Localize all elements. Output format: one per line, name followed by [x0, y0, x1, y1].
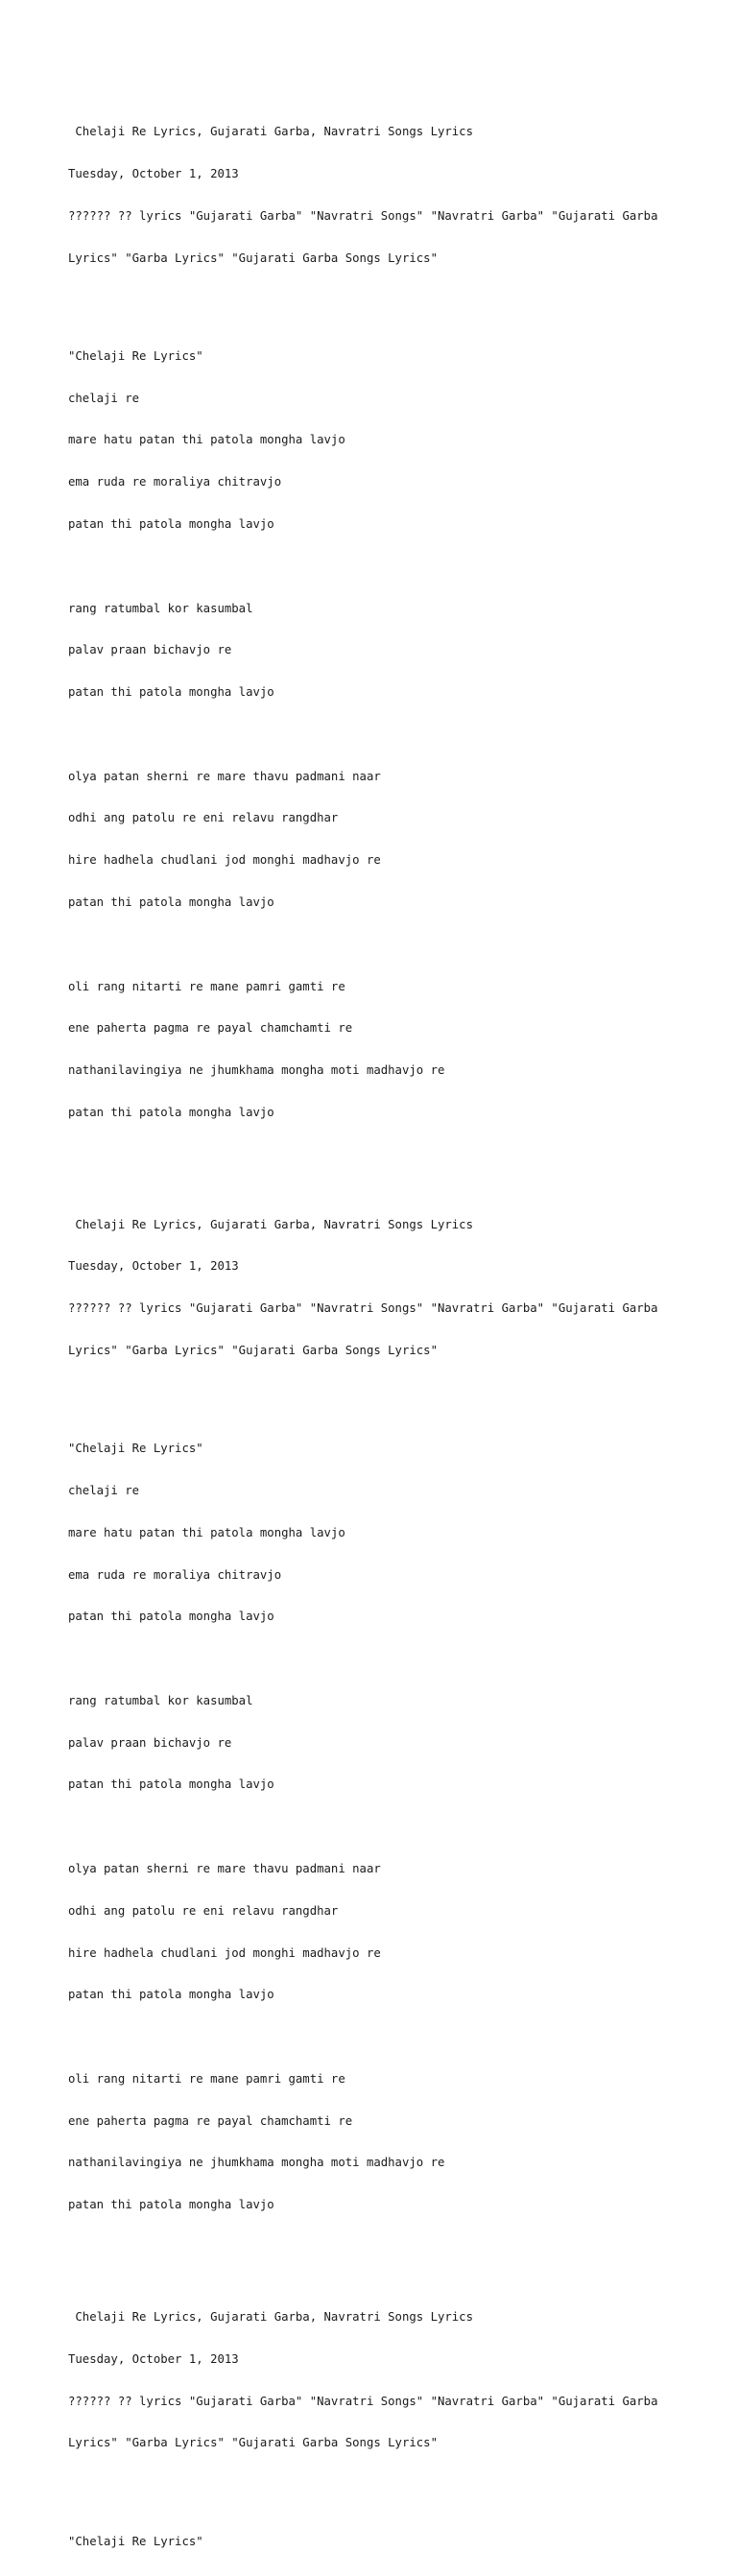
lyric-line: palav praan bichavjo re	[68, 1735, 232, 1750]
lyric-line: ema ruda re moraliya chitravjo	[68, 475, 282, 489]
lyric-line: patan thi patola mongha lavjo	[68, 2198, 274, 2212]
post-tags-line: ?????? ?? lyrics "Gujarati Garba" "Navratri Songs" "Navratri Garba" "Gujarati Garba	[68, 208, 658, 223]
lyric-line: hire hadhela chudlani jod monghi madhavjo re	[68, 1945, 381, 1960]
lyric-line: mare hatu patan thi patola mongha lavjo	[68, 433, 345, 447]
lyric-line: patan thi patola mongha lavjo	[68, 1610, 274, 1624]
lyric-line: odhi ang patolu re eni relavu rangdhar	[68, 1903, 339, 1918]
lyric-line: patan thi patola mongha lavjo	[68, 895, 274, 910]
spacer	[68, 560, 701, 574]
spacer	[68, 1652, 701, 1666]
lyric-line: ene paherta pagma re payal chamchamti re	[68, 2113, 353, 2128]
spacer	[68, 727, 701, 742]
post-date: Tuesday, October 1, 2013	[68, 2351, 239, 2366]
lyric-line: ema ruda re moraliya chitravjo	[68, 1567, 282, 1582]
spacer	[68, 2240, 701, 2254]
post-title: Chelaji Re Lyrics, Gujarati Garba, Navratri Songs Lyrics	[68, 1217, 473, 1231]
post-tags-line: Lyrics" "Garba Lyrics" "Gujarati Garba Songs Lyrics"	[68, 1344, 438, 1358]
lyric-line: patan thi patola mongha lavjo	[68, 1777, 274, 1792]
lyric-line: olya patan sherni re mare thavu padmani naar	[68, 769, 381, 783]
lyric-line: patan thi patola mongha lavjo	[68, 1105, 274, 1119]
lyric-line: chelaji re	[68, 1483, 140, 1497]
lyric-line: nathanilavingiya ne jhumkhama mongha moti madhavjo re	[68, 2156, 445, 2170]
lyric-line: patan thi patola mongha lavjo	[68, 517, 274, 531]
lyric-line: patan thi patola mongha lavjo	[68, 1988, 274, 2002]
spacer	[68, 1386, 701, 1414]
lyric-line: odhi ang patolu re eni relavu rangdhar	[68, 811, 339, 825]
post-title: Chelaji Re Lyrics, Gujarati Garba, Navratri Songs Lyrics	[68, 2310, 473, 2324]
lyric-line: olya patan sherni re mare thavu padmani naar	[68, 1862, 381, 1875]
spacer	[68, 294, 701, 322]
lyric-line: oli rang nitarti re mane pamri gamti re	[68, 2071, 345, 2086]
spacer	[68, 2030, 701, 2044]
lyric-line: mare hatu patan thi patola mongha lavjo	[68, 1525, 345, 1539]
spacer	[68, 1820, 701, 1834]
lyric-line: chelaji re	[68, 391, 140, 405]
lyric-line: rang ratumbal kor kasumbal	[68, 601, 253, 615]
spacer	[68, 1148, 701, 1162]
post-date: Tuesday, October 1, 2013	[68, 1259, 239, 1274]
post-date: Tuesday, October 1, 2013	[68, 167, 239, 181]
post-tags-line: Lyrics" "Garba Lyrics" "Gujarati Garba Songs Lyrics"	[68, 250, 438, 265]
song-title: "Chelaji Re Lyrics"	[68, 348, 203, 363]
spacer	[68, 938, 701, 952]
song-title: "Chelaji Re Lyrics"	[68, 2534, 203, 2548]
post-tags-line: ?????? ?? lyrics "Gujarati Garba" "Navratri Songs" "Navratri Garba" "Gujarati Garba	[68, 1301, 658, 1316]
song-title: "Chelaji Re Lyrics"	[68, 1442, 203, 1456]
lyric-line: oli rang nitarti re mane pamri gamti re	[68, 979, 345, 993]
lyric-line: patan thi patola mongha lavjo	[68, 685, 274, 700]
spacer	[68, 2478, 701, 2506]
post-title: Chelaji Re Lyrics, Gujarati Garba, Navratri Songs Lyrics	[68, 125, 473, 139]
lyric-line: ene paherta pagma re payal chamchamti re	[68, 1021, 353, 1036]
document-page	[68, 69, 701, 2576]
lyric-line: palav praan bichavjo re	[68, 643, 232, 657]
post-tags-line: ?????? ?? lyrics "Gujarati Garba" "Navratri Songs" "Navratri Garba" "Gujarati Garba	[68, 2394, 658, 2408]
lyric-line: nathanilavingiya ne jhumkhama mongha moti madhavjo re	[68, 1063, 445, 1078]
lyric-line: hire hadhela chudlani jod monghi madhavjo re	[68, 853, 381, 868]
post-tags-line: Lyrics" "Garba Lyrics" "Gujarati Garba Songs Lyrics"	[68, 2436, 438, 2450]
lyric-line: rang ratumbal kor kasumbal	[68, 1693, 253, 1707]
